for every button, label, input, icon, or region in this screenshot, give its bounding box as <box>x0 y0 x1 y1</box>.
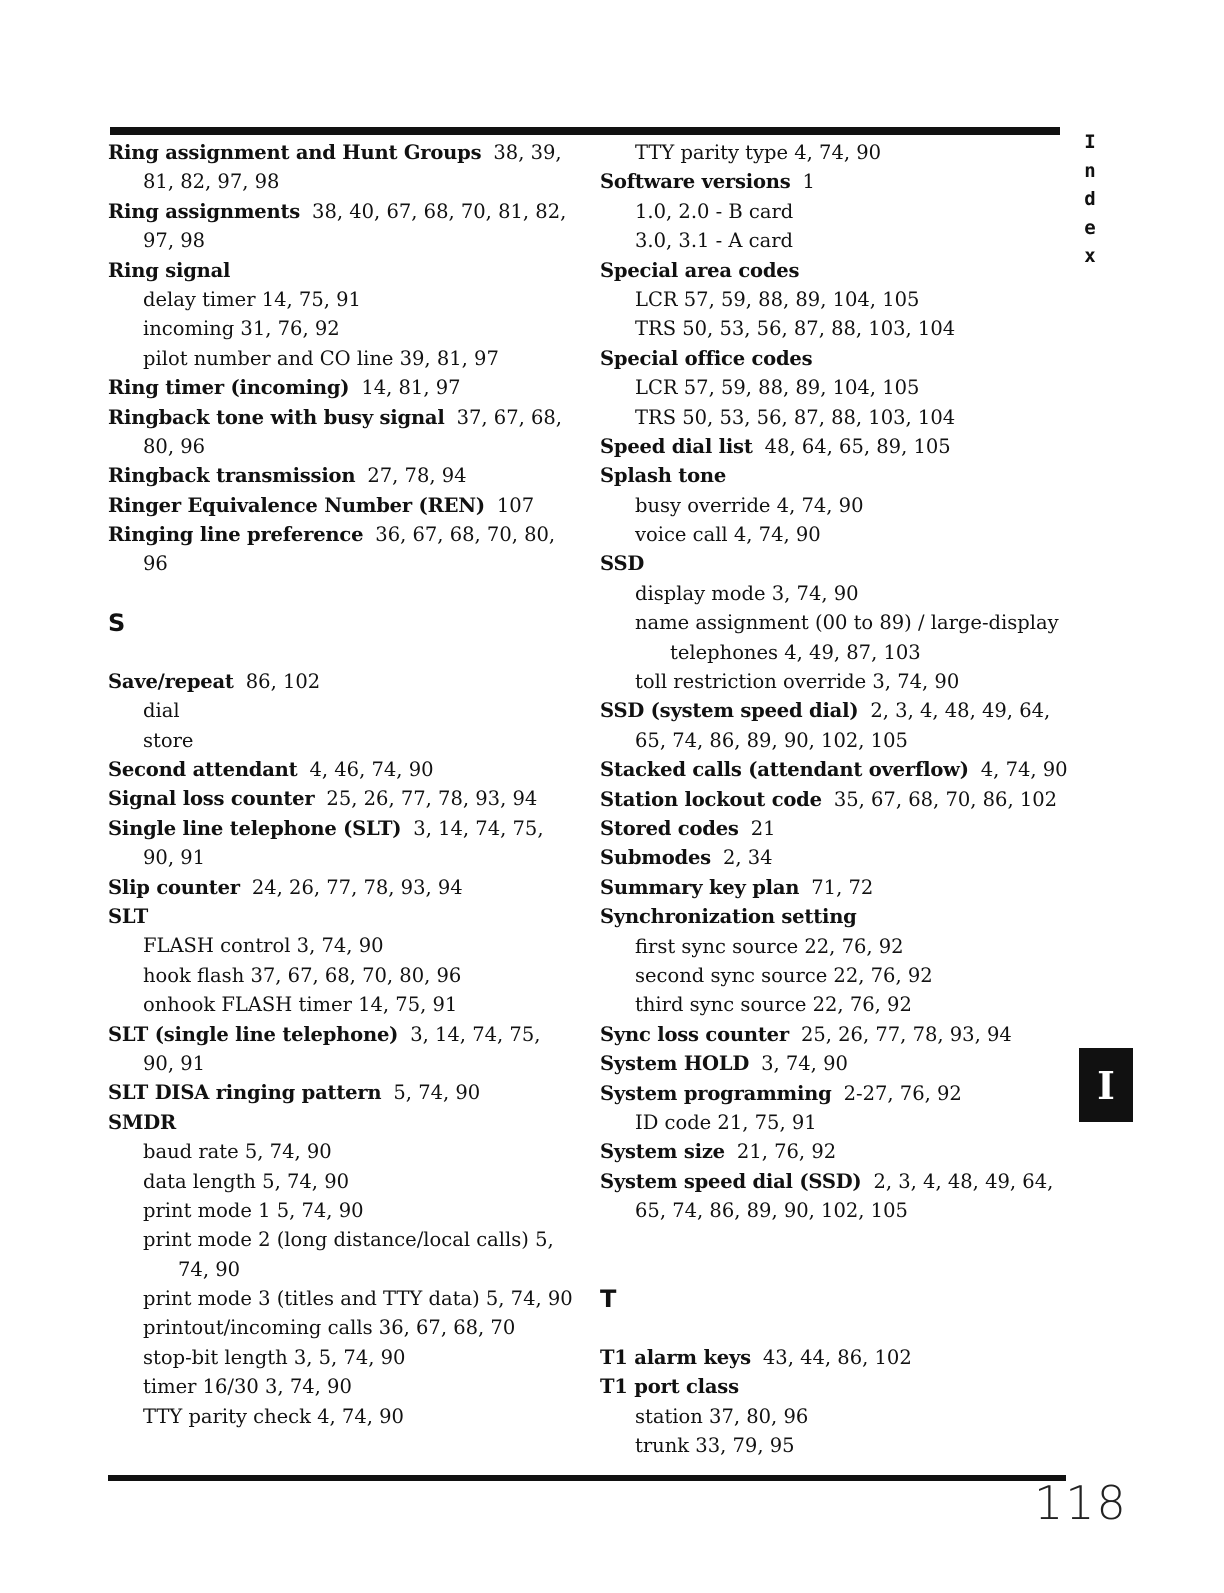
index-entry <box>108 1108 588 1137</box>
entry-term: Summary key plan <box>600 875 800 899</box>
index-entry <box>108 873 588 902</box>
entry-term: Software versions <box>600 170 791 194</box>
index-entry <box>600 1343 1060 1372</box>
tab-letter: d <box>1084 188 1096 210</box>
index-subentry: name assignment (00 to 89) / large-display <box>635 611 1059 635</box>
page-number: 118 <box>1034 1476 1128 1530</box>
entry-term: Slip counter <box>108 875 240 899</box>
index-subentry: LCR 57, 59, 88, 89, 104, 105 <box>635 376 920 400</box>
entry-term: Synchronization setting <box>600 905 857 929</box>
thumb-index-tab[interactable]: I <box>1079 1048 1133 1122</box>
entry-pages: 3, 14, 74, 75, <box>410 1022 541 1046</box>
index-entry-continuation: 97, 98 <box>143 229 206 253</box>
index-entry <box>600 256 1060 285</box>
index-entry-continuation: 81, 82, 97, 98 <box>143 170 280 194</box>
entry-term: Ring assignments <box>108 199 301 223</box>
entry-term: SMDR <box>108 1110 176 1134</box>
entry-term: Ringing line preference <box>108 523 364 547</box>
entry-pages: 2-27, 76, 92 <box>843 1081 962 1105</box>
index-subentry: baud rate 5, 74, 90 <box>143 1140 332 1164</box>
entry-pages: 38, 39, <box>493 141 562 164</box>
index-entry-continuation: 90, 91 <box>143 1051 206 1075</box>
index-entry <box>600 344 1060 373</box>
entry-term: SSD (system speed dial) <box>600 699 859 723</box>
index-subentry: dial <box>143 699 180 723</box>
index-subentry: print mode 1 5, 74, 90 <box>143 1198 364 1222</box>
index-subentry: FLASH control 3, 74, 90 <box>143 934 384 958</box>
entry-term: Special area codes <box>600 258 800 282</box>
index-subentry: third sync source 22, 76, 92 <box>635 993 912 1017</box>
index-subentry: incoming 31, 76, 92 <box>143 317 340 341</box>
index-subentry: hook flash 37, 67, 68, 70, 80, 96 <box>143 963 462 987</box>
index-entry <box>108 520 588 549</box>
entry-pages: 86, 102 <box>245 669 321 693</box>
entry-term: Special office codes <box>600 346 813 370</box>
entry-pages: 14, 81, 97 <box>361 376 461 400</box>
index-entry <box>600 696 1060 725</box>
index-entry-continuation: 96 <box>143 552 168 576</box>
index-subentry: voice call 4, 74, 90 <box>635 523 821 547</box>
index-subentry: display mode 3, 74, 90 <box>635 581 859 605</box>
index-entry <box>600 461 1060 490</box>
entry-term: Submodes <box>600 846 711 870</box>
index-entry-continuation: 65, 74, 86, 89, 90, 102, 105 <box>635 728 908 752</box>
index-subentry: station 37, 80, 96 <box>635 1404 809 1428</box>
tab-letter: I <box>1084 131 1096 153</box>
entry-pages: 3, 14, 74, 75, <box>413 816 544 840</box>
entry-pages: 107 <box>496 493 535 517</box>
entry-term: SLT DISA ringing pattern <box>108 1081 382 1105</box>
index-column-left <box>108 138 588 1431</box>
index-subentry: print mode 2 (long distance/local calls) 5, <box>143 1228 554 1252</box>
index-side-tab <box>1080 128 1100 271</box>
index-subentry: 3.0, 3.1 - A card <box>635 229 794 253</box>
index-subentry: print mode 3 (titles and TTY data) 5, 74, 90 <box>143 1287 573 1311</box>
entry-pages: 37, 67, 68, <box>456 405 563 429</box>
entry-term: Speed dial list <box>600 434 753 458</box>
index-subentry: trunk 33, 79, 95 <box>635 1434 795 1458</box>
index-entry <box>600 549 1060 578</box>
entry-term: Splash tone <box>600 464 727 488</box>
entry-term: Ring timer (incoming) <box>108 376 350 400</box>
index-entry-continuation: 90, 91 <box>143 846 206 870</box>
index-column-right <box>600 138 1068 1460</box>
entry-pages: 4, 74, 90 <box>980 758 1068 782</box>
index-entry <box>600 873 1060 902</box>
spacer <box>600 1225 1060 1254</box>
index-entry <box>600 755 1068 784</box>
entry-pages: 25, 26, 77, 78, 93, 94 <box>800 1022 1012 1046</box>
section-letter: S <box>108 608 126 637</box>
entry-pages: 2, 3, 4, 48, 49, 64, <box>873 1169 1054 1193</box>
index-subentry-continuation: 74, 90 <box>178 1257 241 1281</box>
index-subentry: onhook FLASH timer 14, 75, 91 <box>143 993 458 1017</box>
index-entry <box>108 461 588 490</box>
entry-term: Stored codes <box>600 816 739 840</box>
index-entry <box>108 403 588 432</box>
entry-term: SLT (single line telephone) <box>108 1022 399 1046</box>
index-subentry: toll restriction override 3, 74, 90 <box>635 670 960 694</box>
entry-term: System HOLD <box>600 1052 750 1076</box>
entry-term: Save/repeat <box>108 669 234 693</box>
index-subentry: TTY parity check 4, 74, 90 <box>143 1404 404 1428</box>
index-entry <box>600 1137 1060 1166</box>
entry-pages: 2, 3, 4, 48, 49, 64, <box>870 699 1051 723</box>
entry-pages: 25, 26, 77, 78, 93, 94 <box>326 787 538 811</box>
index-entry <box>108 755 588 784</box>
index-entry <box>108 373 588 402</box>
index-entry <box>600 1079 1060 1108</box>
entry-pages: 4, 46, 74, 90 <box>309 758 434 782</box>
entry-pages: 38, 40, 67, 68, 70, 81, 82, <box>312 199 567 223</box>
index-entry <box>600 1167 1060 1196</box>
index-entry <box>600 843 1060 872</box>
index-subentry: timer 16/30 3, 74, 90 <box>143 1375 352 1399</box>
entry-pages: 1 <box>802 170 815 194</box>
index-entry <box>108 197 588 226</box>
index-entry <box>108 491 588 520</box>
index-entry <box>600 902 1060 931</box>
index-subentry: TRS 50, 53, 56, 87, 88, 103, 104 <box>635 405 956 429</box>
entry-term: System speed dial (SSD) <box>600 1169 862 1193</box>
index-entry <box>108 667 588 696</box>
index-subentry: LCR 57, 59, 88, 89, 104, 105 <box>635 287 920 311</box>
entry-pages: 71, 72 <box>811 875 874 899</box>
index-entry <box>108 138 588 167</box>
bottom-rule <box>108 1475 1066 1481</box>
index-subentry: TRS 50, 53, 56, 87, 88, 103, 104 <box>635 317 956 341</box>
index-entry <box>108 784 588 813</box>
entry-term: Single line telephone (SLT) <box>108 816 402 840</box>
entry-term: T1 port class <box>600 1375 739 1399</box>
entry-term: Signal loss counter <box>108 787 315 811</box>
index-subentry: ID code 21, 75, 91 <box>635 1110 817 1134</box>
entry-term: Ringback tone with busy signal <box>108 405 445 429</box>
index-subentry: pilot number and CO line 39, 81, 97 <box>143 346 499 370</box>
entry-term: System size <box>600 1140 725 1164</box>
entry-term: Stacked calls (attendant overflow) <box>600 758 969 782</box>
index-subentry: TTY parity type 4, 74, 90 <box>635 141 882 164</box>
entry-pages: 48, 64, 65, 89, 105 <box>764 434 951 458</box>
entry-term: Ringer Equivalence Number (REN) <box>108 493 485 517</box>
index-subentry: data length 5, 74, 90 <box>143 1169 350 1193</box>
entry-term: Ring signal <box>108 258 231 282</box>
index-entry <box>600 1372 1060 1401</box>
entry-pages: 35, 67, 68, 70, 86, 102 <box>833 787 1058 811</box>
index-subentry: busy override 4, 74, 90 <box>635 493 864 517</box>
index-subentry-continuation: telephones 4, 49, 87, 103 <box>670 640 921 664</box>
index-subentry: stop-bit length 3, 5, 74, 90 <box>143 1345 406 1369</box>
entry-term: System programming <box>600 1081 832 1105</box>
index-subentry: store <box>143 728 194 752</box>
entry-pages: 2, 34 <box>722 846 773 870</box>
tab-letter: e <box>1084 216 1096 239</box>
top-rule <box>110 127 1060 135</box>
entry-term: Ring assignment and Hunt Groups <box>108 141 482 164</box>
tab-letter: n <box>1084 159 1096 182</box>
index-entry <box>108 1020 588 1049</box>
index-entry <box>600 1049 1060 1078</box>
index-subentry: second sync source 22, 76, 92 <box>635 963 933 987</box>
tab-letter: x <box>1084 245 1096 267</box>
index-entry <box>600 432 1060 461</box>
entry-pages: 5, 74, 90 <box>393 1081 481 1105</box>
index-entry <box>600 785 1060 814</box>
index-entry <box>108 902 588 931</box>
index-subentry: 1.0, 2.0 - B card <box>635 199 794 223</box>
entry-term: Sync loss counter <box>600 1022 789 1046</box>
index-subentry: printout/incoming calls 36, 67, 68, 70 <box>143 1316 516 1340</box>
index-entry <box>108 1078 588 1107</box>
entry-term: Station lockout code <box>600 787 822 811</box>
section-letter: T <box>600 1284 617 1313</box>
index-entry-continuation: 80, 96 <box>143 434 206 458</box>
index-subentry: first sync source 22, 76, 92 <box>635 934 904 958</box>
entry-pages: 3, 74, 90 <box>761 1052 848 1076</box>
entry-pages: 21, 76, 92 <box>736 1140 837 1164</box>
entry-pages: 36, 67, 68, 70, 80, <box>375 523 556 547</box>
index-entry <box>108 256 588 285</box>
entry-term: Ringback transmission <box>108 464 356 488</box>
entry-term: SSD <box>600 552 645 576</box>
index-entry <box>600 167 1060 196</box>
index-entry <box>108 814 588 843</box>
index-entry-continuation: 65, 74, 86, 89, 90, 102, 105 <box>635 1199 908 1223</box>
index-entry <box>600 814 1060 843</box>
entry-pages: 27, 78, 94 <box>367 464 467 488</box>
entry-term: T1 alarm keys <box>600 1345 751 1369</box>
entry-pages: 43, 44, 86, 102 <box>762 1345 912 1369</box>
index-entry <box>600 1020 1060 1049</box>
entry-term: Second attendant <box>108 758 298 782</box>
index-subentry: delay timer 14, 75, 91 <box>143 287 361 311</box>
entry-pages: 21 <box>750 816 776 840</box>
entry-pages: 24, 26, 77, 78, 93, 94 <box>251 875 463 899</box>
entry-term: SLT <box>108 904 149 928</box>
